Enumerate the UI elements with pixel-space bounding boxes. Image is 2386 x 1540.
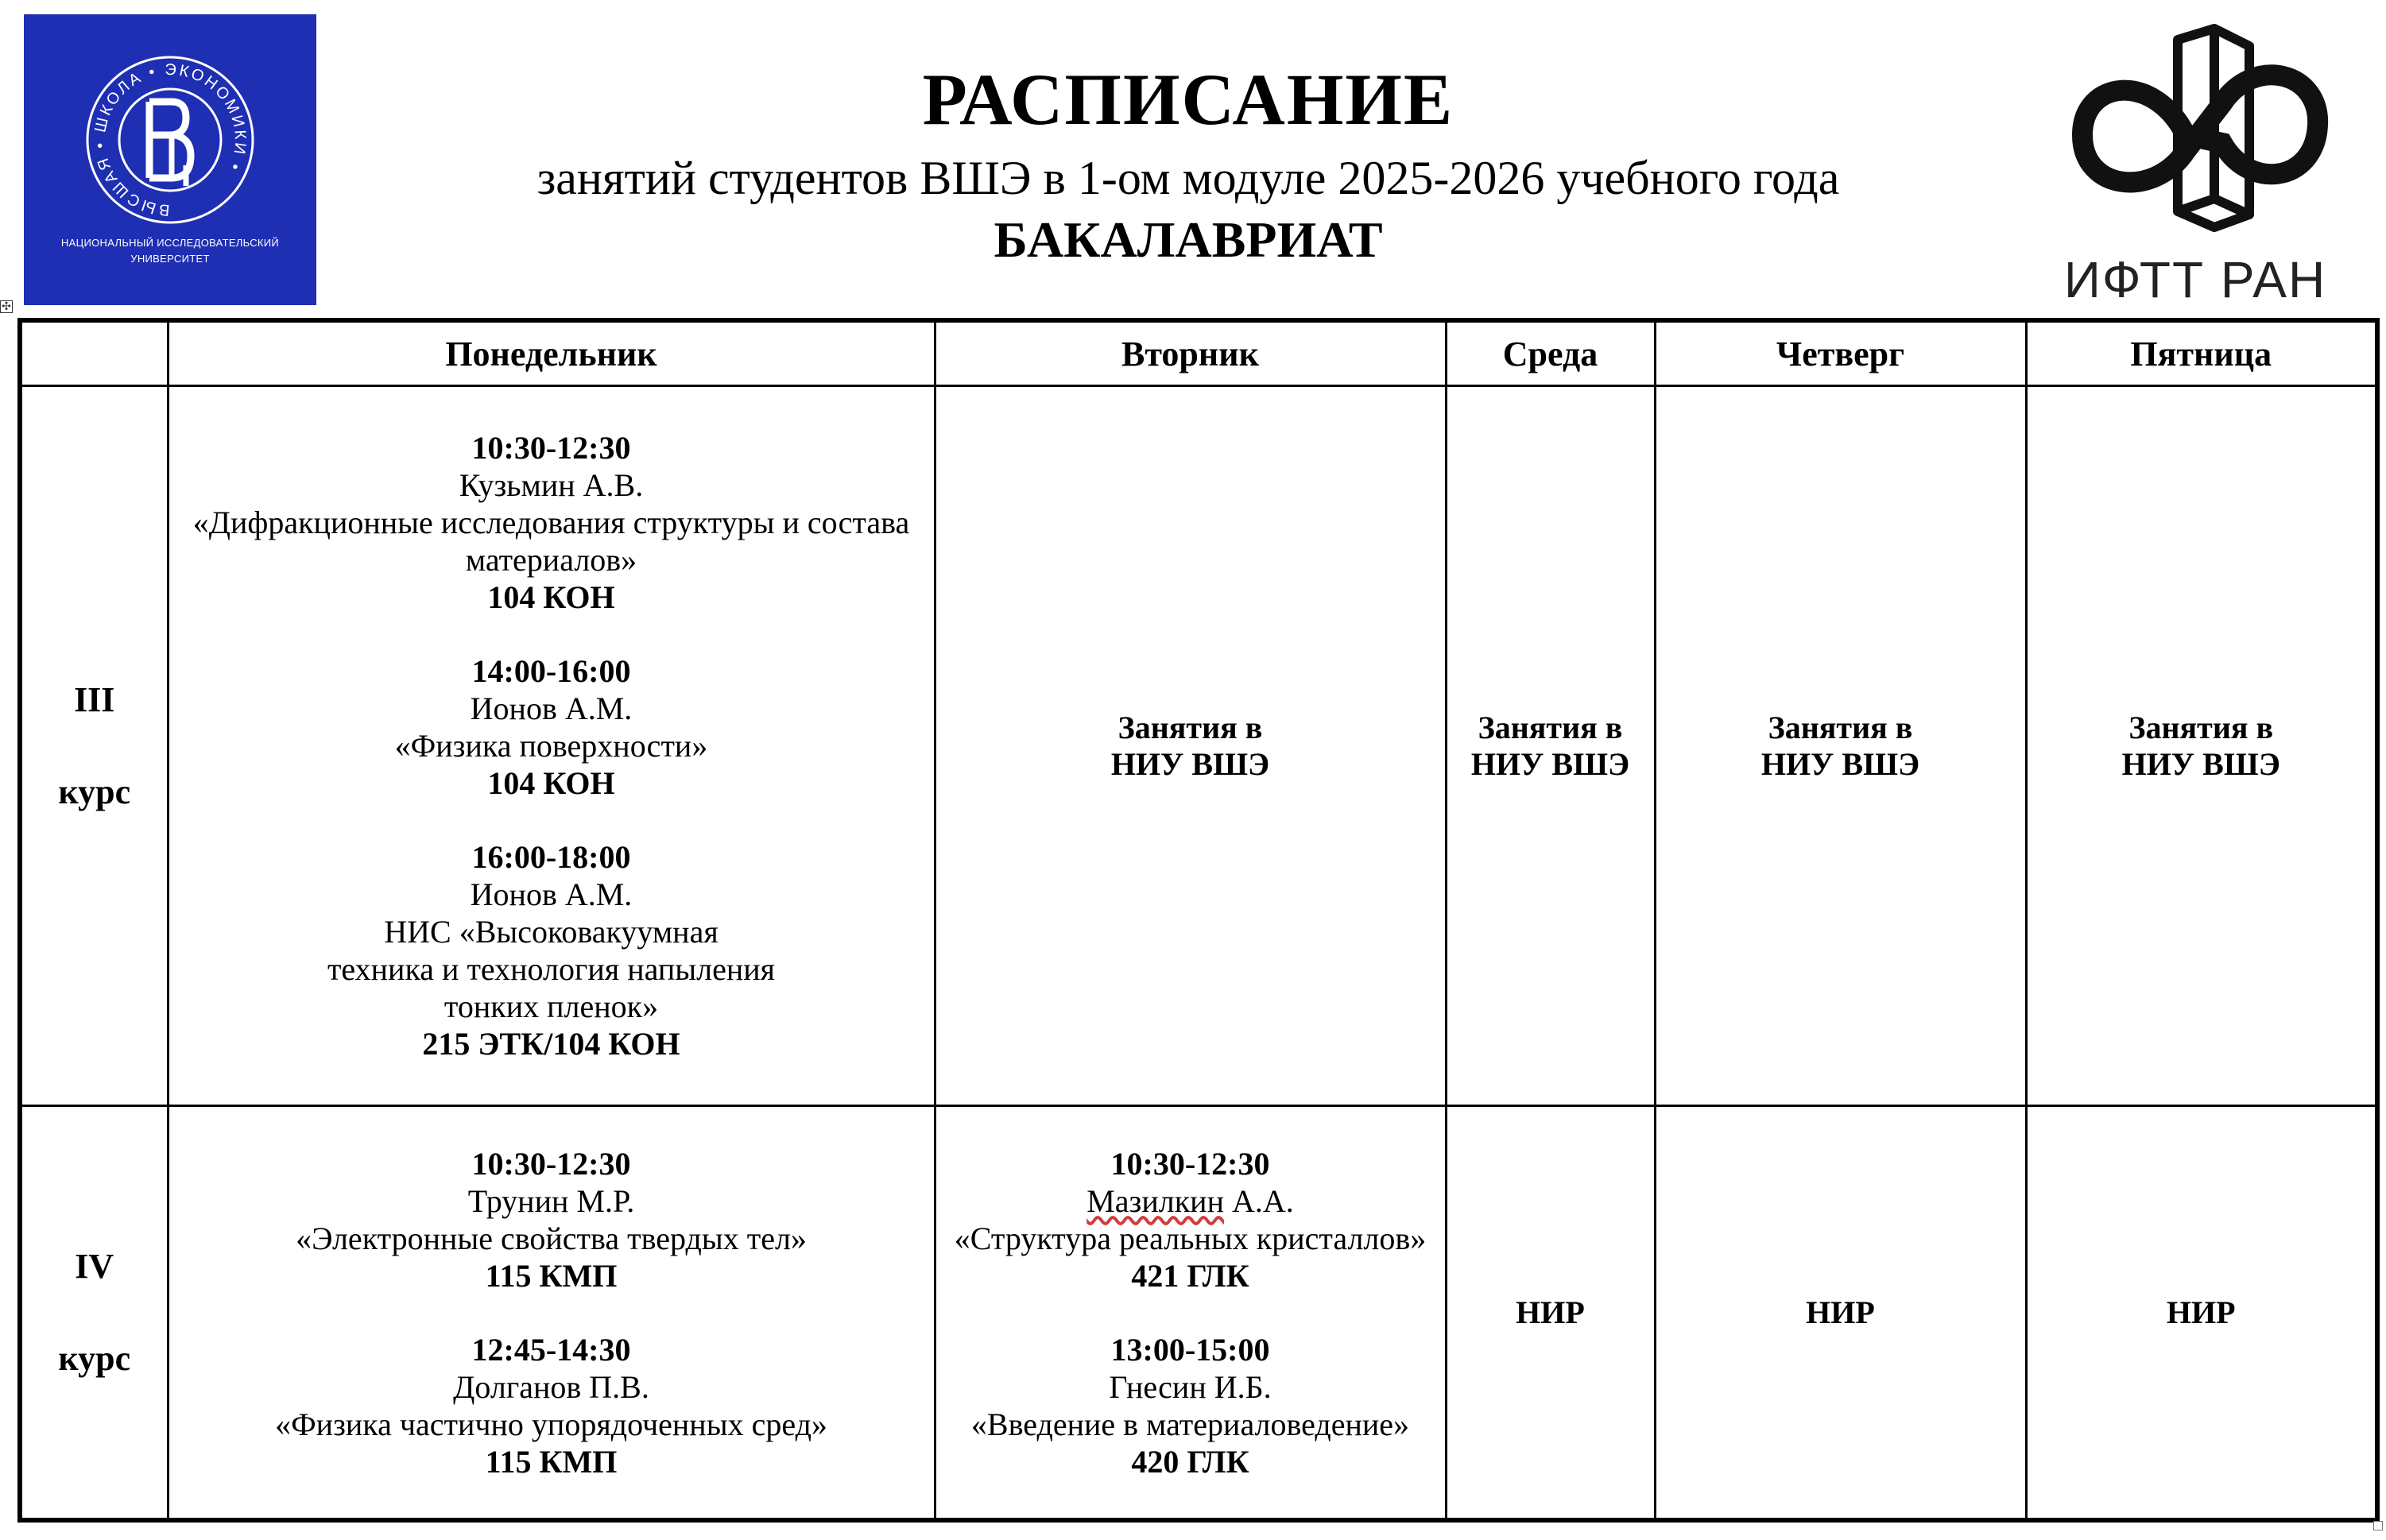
lesson-time: 10:30-12:30 (471, 1145, 631, 1182)
lesson-time: 12:45-14:30 (471, 1331, 631, 1368)
study-level: БАКАЛАВРИАТ (994, 211, 1383, 268)
lesson-room: 115 КМП (485, 1257, 618, 1294)
cell-iv-friday (2026, 1106, 2377, 1521)
hse-caption-line-2: УНИВЕРСИТЕТ (130, 253, 210, 265)
cell-iv-tuesday (935, 1106, 1446, 1521)
lesson-time: 14:00-16:00 (471, 653, 631, 689)
lesson-time: 10:30-12:30 (471, 430, 631, 466)
schedule-table (17, 318, 2380, 1523)
table-row (20, 386, 2377, 1106)
lesson-time: 13:00-15:00 (1110, 1331, 1270, 1368)
spellcheck-flagged-word[interactable]: Мазилкин (1086, 1182, 1224, 1219)
lesson-teacher: Кузьмин А.В. (459, 467, 644, 503)
cell-iii-thursday (1655, 386, 2026, 1106)
hse-logo (24, 14, 316, 305)
lesson-subject: НИС «Высоковакуумная (384, 914, 719, 950)
day-header-wednesday: Среда (1446, 320, 1655, 386)
course-number: III (74, 679, 115, 719)
hse-classes-note (2035, 710, 2368, 783)
day-header-friday: Пятница (2026, 320, 2377, 386)
lesson (177, 838, 926, 1062)
corner-cell (20, 320, 168, 386)
note-line: Занятия в (1768, 709, 1913, 745)
research-note: НИР (1806, 1294, 1875, 1330)
hse-caption-line-1: НАЦИОНАЛЬНЫЙ ИССЛЕДОВАТЕЛЬСКИЙ (60, 237, 280, 249)
note-line: НИУ ВШЭ (1110, 745, 1270, 782)
lesson-room: 115 КМП (485, 1443, 618, 1480)
day-header-tuesday: Вторник (935, 320, 1446, 386)
course-label: курс (58, 772, 131, 811)
lesson (177, 429, 926, 616)
hse-ring-text: ВЫСШАЯ • ШКОЛА • ЭКОНОМИКИ • (91, 60, 250, 219)
lesson-subject: «Введение в материаловедение» (970, 1406, 1410, 1442)
course-number: IV (75, 1246, 114, 1286)
course-label: курс (58, 1338, 131, 1378)
cell-iv-wednesday (1446, 1106, 1655, 1521)
course-cell-iv (20, 1106, 168, 1521)
day-header-thursday: Четверг (1655, 320, 2026, 386)
table-resize-handle[interactable] (2373, 1521, 2383, 1530)
cell-iii-friday (2026, 386, 2377, 1106)
cell-iv-monday (168, 1106, 935, 1521)
hse-classes-note (1664, 710, 2017, 783)
note-line: НИУ ВШЭ (1470, 745, 1630, 782)
lesson-subject: «Физика поверхности» (394, 728, 708, 764)
lesson-time: 10:30-12:30 (1110, 1145, 1270, 1182)
lesson-subject: тонких пленок» (444, 989, 659, 1024)
ifti-logo-text: ИФТТ РАН (2063, 251, 2327, 308)
lesson-room: 421 ГЛК (1131, 1257, 1249, 1294)
lesson (944, 1331, 1437, 1480)
table-row (20, 1106, 2377, 1521)
lesson-room: 420 ГЛК (1131, 1443, 1249, 1480)
research-note: НИР (2166, 1294, 2236, 1330)
lesson-subject: «Дифракционные исследования структуры и состава (192, 505, 910, 540)
cell-iii-wednesday (1446, 386, 1655, 1106)
note-line: НИУ ВШЭ (2121, 745, 2280, 782)
document-header (334, 56, 2043, 272)
lesson-subject: «Электронные свойства твердых тел» (296, 1220, 807, 1256)
cell-iv-thursday (1655, 1106, 2026, 1521)
lesson-room: 104 КОН (487, 579, 615, 615)
page-title: РАСПИСАНИЕ (922, 59, 1454, 140)
hse-classes-note (944, 710, 1437, 783)
lesson-room: 215 ЭТК/104 КОН (422, 1026, 680, 1062)
lesson (177, 1145, 926, 1294)
lesson-teacher (944, 1182, 1437, 1220)
cell-iii-monday (168, 386, 935, 1106)
day-header-monday: Понедельник (168, 320, 935, 386)
lesson (177, 652, 926, 802)
research-note: НИР (1516, 1294, 1585, 1330)
lesson-teacher: Ионов А.М. (470, 876, 633, 912)
lesson (177, 1331, 926, 1480)
lesson (944, 1145, 1437, 1294)
note-line: Занятия в (2128, 709, 2274, 745)
course-cell-iii (20, 386, 168, 1106)
hse-classes-note (1455, 710, 1646, 783)
note-line: Занятия в (1117, 709, 1263, 745)
teacher-initials: А.А. (1223, 1182, 1294, 1219)
table-move-handle-icon[interactable]: ✣ (0, 300, 13, 313)
note-line: Занятия в (1478, 709, 1623, 745)
lesson-teacher: Трунин М.Р. (467, 1182, 635, 1219)
table-header-row (20, 320, 2377, 386)
lesson-subject: материалов» (465, 542, 637, 578)
lesson-teacher: Гнесин И.Б. (1109, 1368, 1272, 1405)
lesson-room: 104 КОН (487, 765, 615, 801)
lesson-subject: «Структура реальных кристаллов» (954, 1220, 1427, 1256)
lesson-time: 16:00-18:00 (471, 839, 631, 875)
lesson-teacher: Долганов П.В. (453, 1368, 649, 1405)
lesson-subject: «Физика частично упорядоченных сред» (275, 1406, 827, 1442)
cell-iii-tuesday (935, 386, 1446, 1106)
note-line: НИУ ВШЭ (1760, 745, 1920, 782)
lesson-teacher: Ионов А.М. (470, 691, 633, 726)
lesson-subject: техника и технология напыления (327, 951, 776, 987)
hse-caption (24, 235, 316, 267)
page-subtitle: занятий студентов ВШЭ в 1-ом модуле 2025-2026 учебного года (536, 152, 1840, 204)
